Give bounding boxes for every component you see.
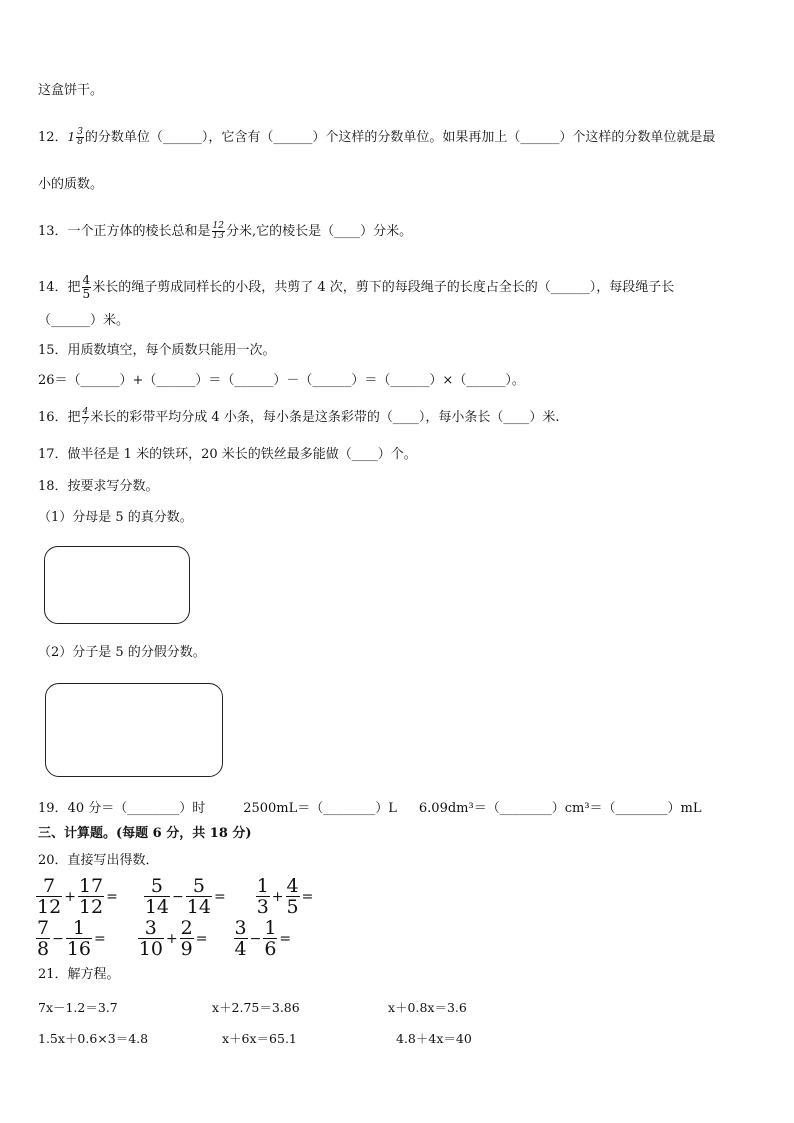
calc-frac-a-numerator: 3 [234, 917, 247, 939]
calc-expression-2-3[interactable] [234, 918, 294, 959]
calc-operator: − [249, 930, 262, 947]
calc-frac-b-numerator: 17 [78, 875, 104, 897]
calc-equals: = [213, 888, 226, 905]
calc-operator: + [64, 888, 76, 905]
calc-frac-b [286, 876, 300, 917]
q18-answer-box-2[interactable] [45, 683, 223, 777]
q12-frac-numerator: 3 [77, 127, 83, 137]
calc-frac-a-denominator: 4 [234, 938, 247, 960]
q14-prefix: 14．把 [38, 280, 81, 295]
q18-sub1: （1）分母是 5 的真分数。 [38, 510, 193, 525]
q13-fraction [212, 222, 225, 241]
calc-frac-b [263, 918, 277, 959]
calc-operator: − [172, 888, 184, 905]
calc-operator: − [52, 930, 64, 947]
calc-frac-b-numerator: 4 [286, 875, 299, 897]
q20-calc-row-2 [36, 918, 293, 959]
question-16 [38, 408, 559, 427]
q14-frac-numerator: 4 [82, 273, 91, 287]
q12-text-line2: 小的质数。 [38, 177, 104, 192]
calc-frac-a-numerator: 5 [144, 876, 170, 897]
section-3-heading: 三、计算题。(每题 6 分，共 18 分) [38, 826, 252, 841]
q16-frac-numerator: 4 [82, 407, 89, 417]
calc-equals: = [301, 888, 314, 905]
calc-frac-b-denominator: 5 [286, 896, 299, 918]
calc-operator: + [165, 930, 178, 947]
equation-2: x＋2.75＝3.86 [212, 1000, 300, 1015]
q15-equation[interactable]: 26＝（______）+（______）＝（______）－（______）＝（______）×（______）。 [38, 373, 525, 388]
calc-frac-b-numerator: 1 [66, 918, 92, 939]
q12-number: 12． [38, 130, 68, 145]
q21-instruction: 21．解方程。 [38, 967, 120, 982]
q13-frac-denominator: 13 [212, 231, 224, 241]
q12-fraction [76, 128, 84, 147]
calc-frac-a-numerator: 3 [138, 918, 164, 939]
calc-frac-b-denominator: 12 [78, 896, 104, 918]
equation-6: 4.8＋4x＝40 [396, 1031, 472, 1046]
calc-frac-a [138, 918, 164, 959]
q15-instruction: 15．用质数填空，每个质数只能用一次。 [38, 343, 276, 358]
q16-text[interactable]: 米长的彩带平均分成 4 小条，每小条是这条彩带的（____），每小条长（____）米. [90, 410, 560, 425]
q14-fraction [82, 274, 92, 301]
calc-equals: = [195, 930, 208, 947]
calc-expression-1-2[interactable] [144, 876, 228, 917]
q20-instruction: 20．直接写出得数． [38, 853, 159, 868]
q11-tail-text: 这盒饼干。 [38, 83, 104, 98]
question-19[interactable] [38, 800, 702, 818]
q14-text-line2[interactable]: （______）米。 [38, 313, 130, 328]
calc-frac-b [180, 918, 194, 959]
calc-frac-b [186, 876, 212, 917]
q19-part-c[interactable]: 6.09dm³＝（________）cm³＝（________）mL [418, 801, 702, 816]
calc-equals: = [94, 930, 106, 947]
q13-text[interactable]: 分米,它的棱长是（____）分米。 [226, 224, 413, 239]
q12-text[interactable]: 的分数单位（______），它含有（______）个这样的分数单位。如果再加上（______）个这样的分数单位就是最 [84, 130, 716, 145]
calc-frac-b [78, 876, 104, 917]
calc-frac-a-numerator: 7 [37, 917, 50, 939]
calc-frac-a-denominator: 8 [37, 938, 50, 960]
calc-frac-a-numerator: 1 [256, 875, 269, 897]
calc-frac-b-numerator: 5 [186, 876, 212, 897]
calc-frac-b-numerator: 2 [180, 917, 193, 939]
calc-frac-a-denominator: 3 [256, 896, 269, 918]
calc-expression-2-2[interactable] [138, 918, 210, 959]
calc-frac-a-numerator: 7 [36, 876, 62, 897]
equation-3: x＋0.8x＝3.6 [388, 1000, 467, 1015]
q13-frac-numerator: 12 [212, 221, 224, 231]
q14-text[interactable]: 米长的绳子剪成同样长的小段，共剪了 4 次，剪下的每段绳子的长度占全长的（______），每段绳子长 [92, 280, 675, 295]
q16-prefix: 16．把 [38, 410, 81, 425]
q19-part-b[interactable]: 2500mL＝（________）L [243, 801, 397, 816]
calc-frac-b-numerator: 1 [264, 917, 277, 939]
calc-expression-1-1[interactable] [36, 876, 120, 917]
calc-expression-2-1[interactable] [36, 918, 108, 959]
calc-frac-b-denominator: 6 [264, 938, 277, 960]
equation-1: 7x－1.2＝3.7 [38, 1000, 118, 1015]
q12-mixed-whole: 1 [67, 130, 76, 144]
calc-frac-b [66, 918, 92, 959]
q19-part-a[interactable]: 19．40 分＝（________）时 [38, 801, 206, 816]
calc-frac-a [234, 918, 248, 959]
q18-answer-box-1[interactable] [44, 546, 190, 624]
question-17[interactable]: 17．做半径是 1 米的铁环，20 米长的铁丝最多能做（____）个。 [38, 447, 417, 462]
calc-expression-1-3[interactable] [256, 876, 316, 917]
calc-frac-b-denominator: 16 [66, 938, 92, 960]
question-12 [38, 128, 715, 147]
calc-frac-a-denominator: 10 [138, 938, 163, 960]
q20-calc-row-1 [36, 876, 315, 917]
question-14 [38, 274, 674, 301]
q14-frac-denominator: 5 [82, 287, 91, 301]
q16-frac-denominator: 7 [82, 417, 89, 427]
question-13 [38, 222, 412, 241]
q16-fraction [82, 408, 90, 427]
equation-5: x＋6x＝65.1 [222, 1031, 297, 1046]
calc-frac-a-denominator: 14 [144, 896, 170, 918]
calc-equals: = [279, 930, 292, 947]
q13-prefix: 13．一个正方体的棱长总和是 [38, 224, 211, 239]
calc-frac-a [36, 918, 50, 959]
calc-operator: + [271, 888, 284, 905]
q18-instruction: 18．按要求写分数。 [38, 479, 159, 494]
calc-frac-a [144, 876, 170, 917]
calc-frac-a-denominator: 12 [37, 896, 62, 918]
calc-frac-b-denominator: 9 [180, 938, 193, 960]
q18-sub2: （2）分子是 5 的分假分数。 [38, 645, 206, 660]
calc-equals: = [106, 888, 118, 905]
calc-frac-a [36, 876, 62, 917]
q12-frac-denominator: 8 [77, 137, 83, 147]
calc-frac-a [256, 876, 270, 917]
equation-4: 1.5x＋0.6×3＝4.8 [38, 1031, 149, 1046]
calc-frac-b-denominator: 14 [186, 896, 211, 918]
